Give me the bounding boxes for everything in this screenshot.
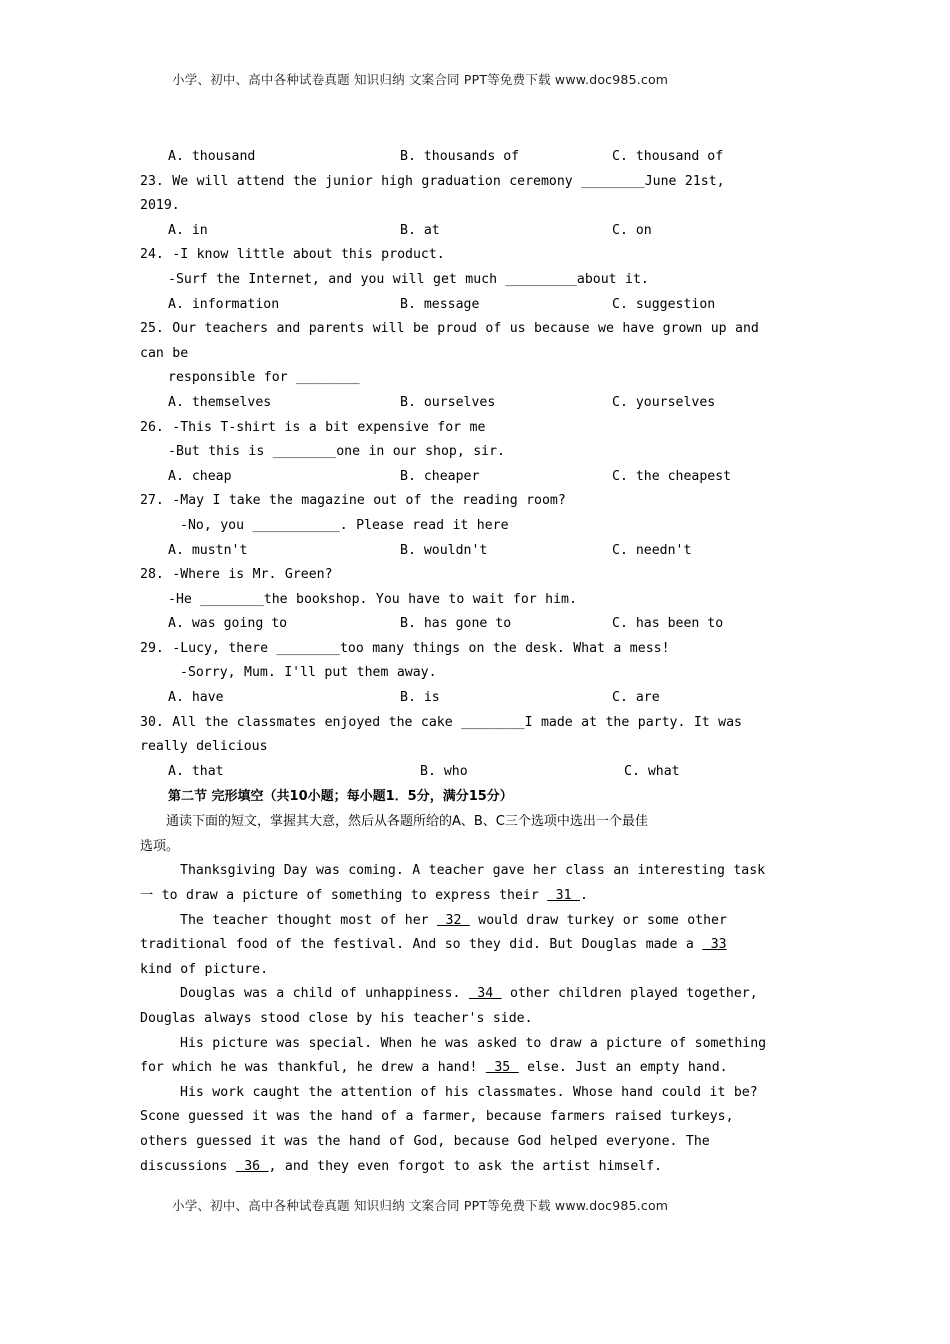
question-30-options xyxy=(140,760,808,785)
option-b[interactable]: B. ourselves xyxy=(400,394,496,410)
question-26-options xyxy=(140,465,808,490)
passage-p1-line2 xyxy=(140,884,808,909)
question-25-stem-line3: responsible for ________ xyxy=(168,370,360,386)
question-30-stem-line2: really delicious xyxy=(140,739,268,755)
option-a[interactable]: A. mustn't xyxy=(168,542,248,558)
passage-p5-line4 xyxy=(140,1155,808,1180)
question-28-stem-line2: -He ________the bookshop. You have to wait for him. xyxy=(168,591,577,607)
passage-p5-line3: others guessed it was the hand of God, because God helped everyone. The xyxy=(140,1133,710,1149)
option-b[interactable]: B. message xyxy=(400,296,480,312)
question-25-stem-line2: can be xyxy=(140,345,189,361)
blank-33[interactable]: 33 xyxy=(702,937,727,953)
passage-text: . xyxy=(580,888,588,904)
question-27-options xyxy=(140,539,808,564)
option-c[interactable]: C. what xyxy=(624,763,680,779)
question-24-stem-line2: -Surf the Internet, and you will get much _________about it. xyxy=(168,271,649,287)
blank-35[interactable]: 35 xyxy=(485,1060,519,1076)
question-23-stem-line2: 2019. xyxy=(140,198,180,214)
question-24-options xyxy=(140,293,808,318)
passage-text: , and they even forgot to ask the artist himself. xyxy=(268,1158,663,1174)
option-c[interactable]: C. are xyxy=(612,690,660,706)
question-27-stem-line1: 27. -May I take the magazine out of the reading room? xyxy=(140,493,566,509)
document-body xyxy=(140,145,808,1179)
passage-text: traditional food of the festival. And so they did. But Douglas made a xyxy=(140,937,703,953)
passage-text: for which he was thankful, he drew a hand! xyxy=(140,1060,486,1076)
watermark-bottom: 小学、初中、高中各种试卷真题 知识归纳 文案合同 PPT等免费下载 www.doc985.com xyxy=(172,1198,669,1213)
question-28-stem-line1: 28. -Where is Mr. Green? xyxy=(140,567,333,583)
option-b[interactable]: B. has gone to xyxy=(400,616,512,632)
blank-31[interactable]: 31 xyxy=(547,888,580,904)
passage-text: other children played together, xyxy=(501,986,758,1002)
option-b[interactable]: B. cheaper xyxy=(400,468,480,484)
passage-p1-line1: Thanksgiving Day was coming. A teacher gave her class an interesting task xyxy=(180,863,766,879)
passage-p2-line1 xyxy=(140,909,808,934)
option-a[interactable]: A. in xyxy=(168,222,208,238)
option-c[interactable]: C. on xyxy=(612,222,652,238)
question-24-stem-line1: 24. -I know little about this product. xyxy=(140,247,445,263)
blank-32[interactable]: 32 xyxy=(437,912,470,928)
option-c[interactable]: C. needn't xyxy=(612,542,692,558)
question-27-stem-line2: -No, you ___________. Please read it here xyxy=(180,517,509,533)
question-29-stem-line2: -Sorry, Mum. I'll put them away. xyxy=(180,665,437,681)
option-c[interactable]: C. suggestion xyxy=(612,296,716,312)
passage-text: The teacher thought most of her xyxy=(180,912,438,928)
passage-p2-line2 xyxy=(140,933,808,958)
section-2-instruction-line2: 选项。 xyxy=(140,839,180,855)
option-c[interactable]: C. the cheapest xyxy=(612,468,732,484)
passage-p5-line2: Scone guessed it was the hand of a farmer, because farmers raised turkeys, xyxy=(140,1109,734,1125)
passage-p2-line3: kind of picture. xyxy=(140,961,269,977)
blank-36[interactable]: 36 xyxy=(235,1158,269,1174)
option-a[interactable]: A. that xyxy=(168,763,224,779)
option-c[interactable]: C. yourselves xyxy=(612,394,716,410)
option-c[interactable]: C. thousand of xyxy=(612,149,724,164)
passage-text: else. Just an empty hand. xyxy=(518,1060,728,1076)
passage-p4-line1: His picture was special. When he was asked to draw a picture of something xyxy=(180,1035,767,1051)
option-a[interactable]: A. themselves xyxy=(168,394,272,410)
passage-p3-line2: Douglas always stood close by his teacher's side. xyxy=(140,1011,533,1026)
question-29-stem-line1: 29. -Lucy, there ________too many things on the desk. What a mess! xyxy=(140,640,670,656)
section-2-heading: 第二节 完形填空（共10小题；每小题1．5分，满分15分） xyxy=(168,789,513,805)
option-a[interactable]: A. information xyxy=(168,296,280,312)
question-26-stem-line1: 26. -This T-shirt is a bit expensive for me xyxy=(140,419,486,435)
question-25-options xyxy=(140,391,808,416)
question-23-stem-line1: 23. We will attend the junior high graduation ceremony ________June 21st, xyxy=(140,173,725,189)
option-a[interactable]: A. cheap xyxy=(168,468,232,484)
question-26-stem-line2: -But this is ________one in our shop, sir. xyxy=(168,444,505,460)
option-a[interactable]: A. was going to xyxy=(168,616,288,632)
question-29-options xyxy=(140,686,808,711)
passage-text: discussions xyxy=(140,1158,236,1174)
passage-text: 一 to draw a picture of something to express their xyxy=(140,888,548,904)
option-b[interactable]: B. who xyxy=(420,763,468,779)
blank-34[interactable]: 34 xyxy=(468,986,502,1002)
option-b[interactable]: B. at xyxy=(400,222,440,238)
option-c[interactable]: C. has been to xyxy=(612,616,724,632)
option-b[interactable]: B. thousands of xyxy=(400,149,520,164)
watermark-top: 小学、初中、高中各种试卷真题 知识归纳 文案合同 PPT等免费下载 www.doc985.com xyxy=(172,72,669,87)
passage-p3-line1 xyxy=(140,982,808,1007)
option-a[interactable]: A. thousand xyxy=(168,149,256,164)
passage-text: would draw turkey or some other xyxy=(469,912,727,928)
passage-text: Douglas was a child of unhappiness. xyxy=(180,986,469,1002)
question-25-stem-line1: 25. Our teachers and parents will be proud of us because we have grown up and xyxy=(140,321,759,337)
option-a[interactable]: A. have xyxy=(168,690,224,706)
section-2-instruction-line1: 通读下面的短文，掌握其大意，然后从各题所给的A、B、C三个选项中选出一个最佳 xyxy=(166,814,648,830)
question-28-options xyxy=(140,612,808,637)
question-22-options xyxy=(140,145,808,170)
question-23-options xyxy=(140,219,808,244)
passage-p5-line1: His work caught the attention of his classmates. Whose hand could it be? xyxy=(180,1084,758,1100)
option-b[interactable]: B. wouldn't xyxy=(400,542,488,558)
option-b[interactable]: B. is xyxy=(400,690,440,706)
passage-p4-line2 xyxy=(140,1056,808,1081)
question-30-stem-line1: 30. All the classmates enjoyed the cake ________I made at the party. It was xyxy=(140,714,742,730)
